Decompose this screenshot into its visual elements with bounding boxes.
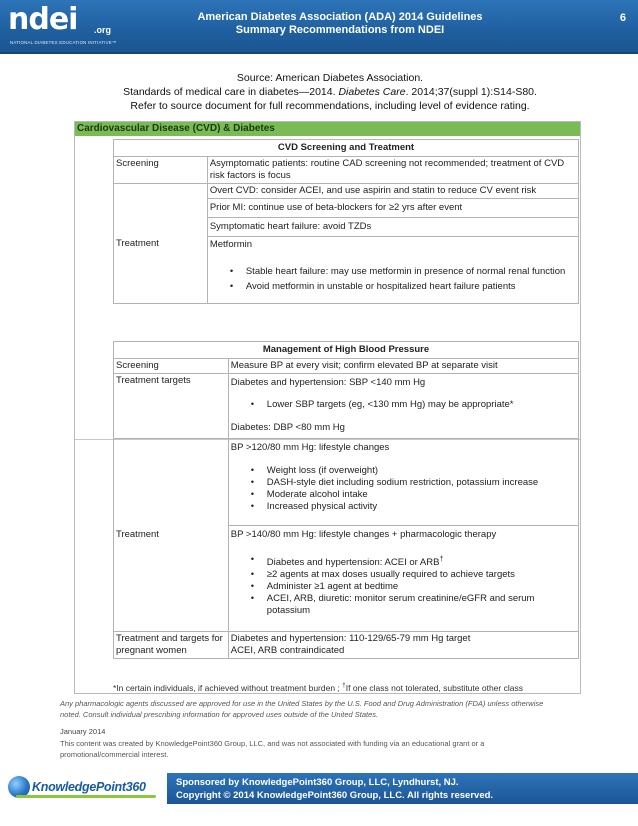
bp-treatment-label: Treatment: [114, 439, 229, 632]
cvd-table-caption: CVD Screening and Treatment: [114, 140, 579, 157]
swoosh-icon: [16, 795, 156, 798]
bp-targets-label: Treatment targets: [114, 374, 229, 439]
sponsor-line2: Copyright © 2014 KnowledgePoint360 Group, LLC. All rights reserved.: [176, 789, 494, 801]
source-line1: Source: American Diabetes Association.: [236, 72, 424, 84]
kp-logo-text: KnowledgePoint360: [32, 780, 146, 794]
list-item: • Moderate alcohol intake: [231, 489, 576, 501]
bp-pharm-head: BP >140/80 mm Hg: lifestyle changes + pharmacologic therapy: [230, 529, 497, 540]
footnote-dagger: †: [342, 682, 346, 689]
cvd-treatment-label: Treatment: [114, 184, 208, 304]
section-title: Cardiovascular Disease (CVD) & Diabetes: [75, 122, 580, 136]
cvd-screening-text: Asymptomatic patients: routine CAD screening not recommended; treatment of CVD risk factors is focus: [207, 157, 578, 184]
bp-pharm-bullets: [231, 554, 576, 617]
dagger-mark: †: [439, 556, 444, 563]
cvd-section: [74, 121, 581, 694]
bp-pregnant-line1: Diabetes and hypertension: 110-129/65-79 mm Hg target: [230, 633, 471, 645]
header-title: [140, 11, 540, 37]
list-item: [231, 554, 576, 569]
cvd-treatment-row: Prior MI: continue use of beta-blockers for ≥2 yrs after event: [207, 199, 578, 218]
bp-footnote: [113, 682, 523, 693]
list-item: • Stable heart failure: may use metformin in presence of normal renal function: [210, 266, 576, 278]
bp-targets-bullets: [231, 399, 576, 411]
header-title-line2: Summary Recommendations from NDEI: [235, 24, 445, 36]
cvd-treatment-row: Symptomatic heart failure: avoid TZDs: [207, 218, 578, 237]
logo-text: ndei: [8, 2, 78, 37]
sponsor-line1: Sponsored by KnowledgePoint360 Group, LLC, Lyndhurst, NJ.: [176, 777, 459, 788]
cvd-treatment-row: Overt CVD: consider ACEI, and use aspirin and statin to reduce CV event risk: [207, 184, 578, 199]
list-item: • ≥2 agents at max doses usually required to achieve targets: [231, 569, 576, 581]
logo-org: .org: [94, 25, 111, 35]
metformin-label: Metformin: [209, 239, 253, 250]
bp-targets-cell: [228, 374, 578, 439]
funding-note: This content was created by KnowledgePoint360 Group, LLC, and was not associated with funding via an educational grant or a promotional/commercial interest.: [60, 739, 485, 759]
metformin-bullets: [210, 266, 576, 293]
list-item: • Lower SBP targets (eg, <130 mm Hg) may be appropriate*: [231, 399, 576, 411]
cvd-screening-label: Screening: [114, 157, 208, 184]
list-item: • Weight loss (if overweight): [231, 465, 576, 477]
source-journal: Diabetes Care: [338, 86, 406, 98]
source-line2: [60, 85, 600, 99]
bp-table: [113, 341, 579, 659]
source-citation: [60, 71, 600, 113]
bp-pregnant-cell: [228, 632, 578, 659]
list-item: • ACEI, ARB, diuretic: monitor serum creatinine/eGFR and serum potassium: [231, 593, 576, 617]
source-line3: Refer to source document for full recommendations, including level of evidence rating.: [130, 100, 530, 112]
knowledgepoint360-logo: [6, 772, 166, 802]
source-line2-post: . 2014;37(suppl 1):S14-S80.: [405, 86, 537, 98]
list-item: • Increased physical activity: [231, 501, 576, 513]
header-title-line1: American Diabetes Association (ADA) 2014 Guidelines: [197, 11, 483, 23]
list-item: • Avoid metformin in unstable or hospitalized heart failure patients: [210, 281, 576, 293]
page-header: [0, 0, 638, 54]
footnote-pre: *In certain individuals, if achieved without treatment burden ;: [113, 682, 343, 693]
fda-disclaimer: Any pharmacologic agents discussed are approved for use in the United States by the U.S. Food and Drug Administration (FDA) unless otherwise noted. Consult individual prescribing information for approved uses outside of the United States.: [60, 699, 544, 719]
publication-date: January 2014: [60, 727, 106, 736]
list-item: • DASH-style diet including sodium restriction, potassium increase: [231, 477, 576, 489]
pharm-bullet-text: Diabetes and hypertension: ACEI or ARB: [266, 557, 440, 569]
metformin-cell: [207, 237, 578, 304]
bp-pregnant-line2: ACEI, ARB contraindicated: [230, 645, 345, 657]
page-number: 6: [619, 12, 626, 24]
bp-lifestyle-cell: [228, 439, 578, 526]
footnote-post: If one class not tolerated, substitute other class: [345, 682, 523, 693]
bp-targets-line1: Diabetes and hypertension: SBP <140 mm Hg: [230, 377, 426, 388]
sponsor-banner: [167, 773, 638, 804]
bp-targets-line2: Diabetes: DBP <80 mm Hg: [230, 422, 345, 433]
bp-lifestyle-head: BP >120/80 mm Hg: lifestyle changes: [230, 442, 390, 453]
logo-tagline: NATIONAL DIABETES EDUCATION INITIATIVE™: [10, 40, 117, 45]
bp-screening-text: Measure BP at every visit; confirm elevated BP at separate visit: [228, 359, 578, 374]
bp-lifestyle-bullets: [231, 465, 576, 513]
bp-screening-label: Screening: [114, 359, 229, 374]
bp-pregnant-label: Treatment and targets for pregnant women: [114, 632, 229, 659]
list-item: • Administer ≥1 agent at bedtime: [231, 581, 576, 593]
bp-pharm-cell: [228, 526, 578, 632]
ndei-logo: [8, 3, 116, 49]
bp-table-caption: Management of High Blood Pressure: [114, 342, 579, 359]
cvd-table: [113, 139, 579, 304]
source-line2-pre: Standards of medical care in diabetes—2014.: [123, 86, 339, 98]
